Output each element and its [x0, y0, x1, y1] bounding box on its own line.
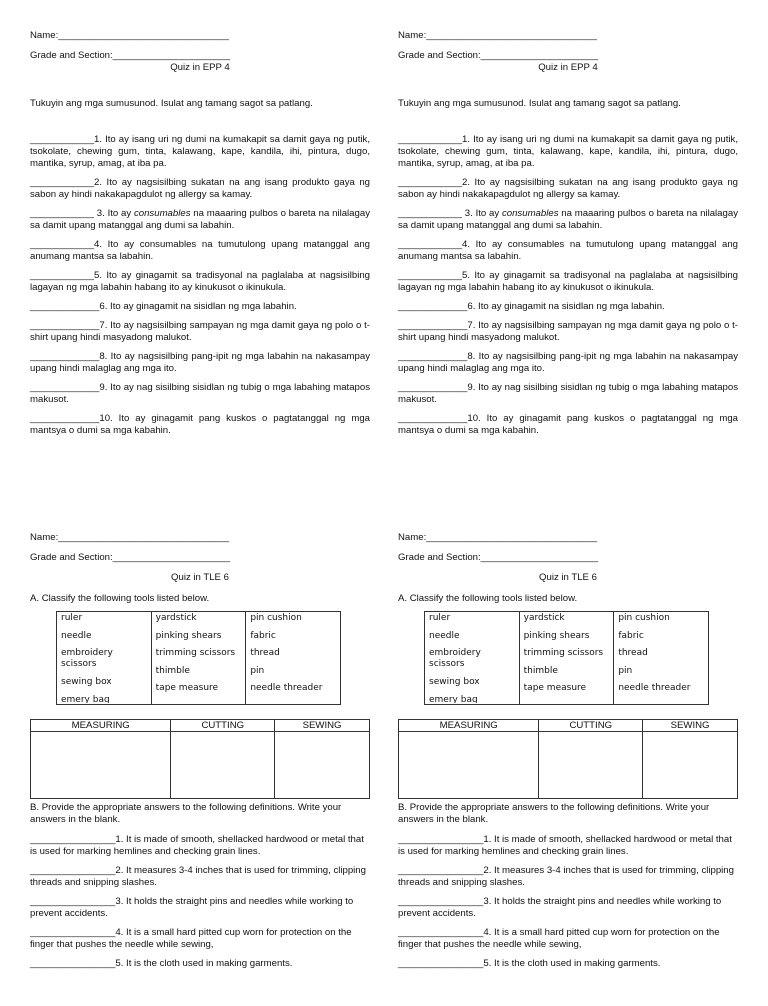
- part-a-instruction: A. Classify the following tools listed below.: [30, 593, 210, 604]
- tool-item: pin: [250, 665, 265, 676]
- definition-item: ________________2. It measures 3-4 inches that is used for trimming, clipping threads and snipping slashes.: [30, 864, 366, 888]
- tools-column: [246, 612, 341, 705]
- quiz-item: ____________1. Ito ay isang uri ng dumi na kumakapit sa damit gaya ng putik, tsokolate, chewing gum, tinta, kalawang, kape, kandila, ihi, pintura, dugo, mantika, syrup, amag, at iba pa.: [398, 134, 738, 169]
- quiz-item: _____________7. Ito ay nagsisilbing sampayan ng mga damit gaya ng polo o t-shirt upang hindi masyadong malukot.: [398, 320, 738, 343]
- instruction: Tukuyin ang mga sumusunod. Isulat ang tamang sagot sa patlang.: [398, 98, 681, 109]
- quiz-item: ____________ 3. Ito ay consumables na maaaring pulbos o bareta na nilalagay sa damit upang matanggal ang dumi sa labahin.: [398, 208, 738, 231]
- epp-quiz-right: [398, 30, 738, 444]
- definition-item: ________________5. It is the cloth used in making garments.: [398, 957, 661, 969]
- quiz-item: ____________2. Ito ay nagsisilbing sukatan na ang isang produkto gaya ng sabon ay hindi nakakapagdulot ng allergy sa kamay.: [30, 177, 370, 200]
- tool-item: tape measure: [523, 683, 587, 693]
- quiz-title: Quiz in EPP 4: [538, 62, 598, 73]
- tools-column: [519, 612, 614, 705]
- grade-section-field: Grade and Section:______________________: [398, 50, 599, 61]
- part-b-instruction: B. Provide the appropriate answers to the following definitions. Write your answers in the blank.: [398, 801, 710, 825]
- tool-item: emery bag: [61, 694, 110, 703]
- tool-item: ruler: [429, 613, 451, 623]
- grade-section-field: Grade and Section:______________________: [398, 552, 599, 563]
- grade-section-field: Grade and Section:______________________: [30, 50, 231, 61]
- tool-item: fabric: [250, 630, 276, 641]
- definition-item: ________________2. It measures 3-4 inches that is used for trimming, clipping threads and snipping slashes.: [398, 864, 734, 888]
- answer-cell: [399, 731, 539, 798]
- quiz-item: ____________ 3. Ito ay consumables na maaaring pulbos o bareta na nilalagay sa damit upang matanggal ang dumi sa labahin.: [30, 208, 370, 231]
- tools-column: [425, 612, 520, 705]
- classification-table: [398, 719, 738, 799]
- tool-item: pinking shears: [155, 630, 222, 641]
- category-header: SEWING: [275, 719, 370, 731]
- tool-item: ruler: [61, 613, 83, 623]
- tools-column: [151, 612, 246, 705]
- tool-item: embroidery scissors: [429, 648, 481, 669]
- tool-item: needle threader: [250, 683, 323, 693]
- tool-item: sewing box: [61, 677, 112, 687]
- tool-item: thread: [250, 648, 280, 658]
- tool-item: embroidery scissors: [61, 648, 113, 669]
- answer-cell: [171, 731, 275, 798]
- quiz-item: ____________4. Ito ay consumables na tumutulong upang matanggal ang anumang mantsa sa labahin.: [398, 239, 738, 262]
- definition-item: ________________4. It is a small hard pitted cup worn for protection on the finger that pushes the needle while sewing,: [30, 926, 352, 950]
- definition-item: ________________3. It holds the straight pins and needles while working to prevent accidents.: [398, 895, 722, 919]
- quiz-item: _____________8. Ito ay nagsisilbing pang-ipit ng mga labahin na nakasampay upang hindi malaglag ang mga ito.: [30, 351, 370, 374]
- definition-item: ________________1. It is made of smooth, shellacked hardwood or metal that is used for marking hemlines and checking grain lines.: [398, 833, 732, 857]
- quiz-item: _____________9. Ito ay nag sisilbing sisidlan ng tubig o mga labahing matapos makusot.: [398, 382, 738, 405]
- quiz-item: ____________1. Ito ay isang uri ng dumi na kumakapit sa damit gaya ng putik, tsokolate, chewing gum, tinta, kalawang, kape, kandila, ihi, pintura, dugo, mantika, syrup, amag, at iba pa.: [30, 134, 370, 169]
- tool-item: pin cushion: [250, 613, 302, 623]
- quiz-item: ____________2. Ito ay nagsisilbing sukatan na ang isang produkto gaya ng sabon ay hindi nakakapagdulot ng allergy sa kamay.: [398, 177, 738, 200]
- quiz-item: _____________9. Ito ay nag sisilbing sisidlan ng tubig o mga labahing matapos makusot.: [30, 382, 370, 405]
- answer-cell: [539, 731, 643, 798]
- tool-item: pin cushion: [618, 613, 670, 623]
- quiz-item: _____________6. Ito ay ginagamit na sisidlan ng mga labahin.: [398, 301, 665, 312]
- name-field: Name:________________________________: [30, 30, 229, 41]
- tool-item: tape measure: [155, 683, 219, 693]
- tool-item: emery bag: [429, 694, 478, 703]
- quiz-title: Quiz in TLE 6: [539, 572, 597, 583]
- name-field: Name:________________________________: [30, 532, 229, 543]
- definition-item: ________________5. It is the cloth used in making garments.: [30, 957, 293, 969]
- name-field: Name:________________________________: [398, 532, 597, 543]
- quiz-title: Quiz in TLE 6: [171, 572, 229, 583]
- quiz-item: ____________5. Ito ay ginagamit sa tradisyonal na paglalaba at nagsisilbing lagayan ng mga labahin habang ito ay kinukusot o ikinukula.: [30, 270, 370, 293]
- answer-cell: [275, 731, 370, 798]
- quiz-item: ____________5. Ito ay ginagamit sa tradisyonal na paglalaba at nagsisilbing lagayan ng mga labahin habang ito ay kinukusot o ikinukula.: [398, 270, 738, 293]
- quiz-item: _____________10. Ito ay ginagamit pang kuskos o pagtatanggal ng mga mantsya o dumi sa mga kabahin.: [398, 413, 738, 436]
- tools-column: [57, 612, 152, 705]
- tools-table: [56, 611, 341, 705]
- grade-section-field: Grade and Section:______________________: [30, 552, 231, 563]
- tool-item: fabric: [618, 630, 644, 641]
- tool-item: pin: [618, 665, 633, 676]
- tool-item: needle: [61, 630, 92, 641]
- tool-item: thimble: [155, 665, 190, 676]
- category-header: MEASURING: [399, 719, 539, 731]
- tool-item: trimming scissors: [155, 648, 236, 658]
- definition-item: ________________4. It is a small hard pitted cup worn for protection on the finger that pushes the needle while sewing,: [398, 926, 720, 950]
- tools-column: [614, 612, 709, 705]
- tool-item: yardstick: [523, 613, 565, 623]
- quiz-item: _____________8. Ito ay nagsisilbing pang-ipit ng mga labahin na nakasampay upang hindi malaglag ang mga ito.: [398, 351, 738, 374]
- tle-quiz-right: [398, 532, 738, 977]
- definition-item: ________________3. It holds the straight pins and needles while working to prevent accidents.: [30, 895, 354, 919]
- tool-item: yardstick: [155, 613, 197, 623]
- tool-item: needle threader: [618, 683, 691, 693]
- quiz-title: Quiz in EPP 4: [170, 62, 230, 73]
- answer-cell: [643, 731, 738, 798]
- classification-table: [30, 719, 370, 799]
- tool-item: sewing box: [429, 677, 480, 687]
- tools-table: [424, 611, 709, 705]
- tool-item: pinking shears: [523, 630, 590, 641]
- tool-item: trimming scissors: [523, 648, 604, 658]
- category-header: CUTTING: [539, 719, 643, 731]
- part-b-instruction: B. Provide the appropriate answers to the following definitions. Write your answers in the blank.: [30, 801, 342, 825]
- tle-quiz-left: [30, 532, 370, 977]
- definition-item: ________________1. It is made of smooth, shellacked hardwood or metal that is used for marking hemlines and checking grain lines.: [30, 833, 364, 857]
- epp-quiz-left: [30, 30, 370, 444]
- quiz-item: _____________7. Ito ay nagsisilbing sampayan ng mga damit gaya ng polo o t-shirt upang hindi masyadong malukot.: [30, 320, 370, 343]
- quiz-item: _____________6. Ito ay ginagamit na sisidlan ng mga labahin.: [30, 301, 297, 312]
- answer-cell: [31, 731, 171, 798]
- category-header: MEASURING: [31, 719, 171, 731]
- instruction: Tukuyin ang mga sumusunod. Isulat ang tamang sagot sa patlang.: [30, 98, 313, 109]
- category-header: CUTTING: [171, 719, 275, 731]
- tool-item: needle: [429, 630, 460, 641]
- quiz-item: _____________10. Ito ay ginagamit pang kuskos o pagtatanggal ng mga mantsya o dumi sa mga kabahin.: [30, 413, 370, 436]
- category-header: SEWING: [643, 719, 738, 731]
- tool-item: thimble: [523, 665, 558, 676]
- part-a-instruction: A. Classify the following tools listed below.: [398, 593, 578, 604]
- quiz-item: ____________4. Ito ay consumables na tumutulong upang matanggal ang anumang mantsa sa labahin.: [30, 239, 370, 262]
- name-field: Name:________________________________: [398, 30, 597, 41]
- tool-item: thread: [618, 648, 648, 658]
